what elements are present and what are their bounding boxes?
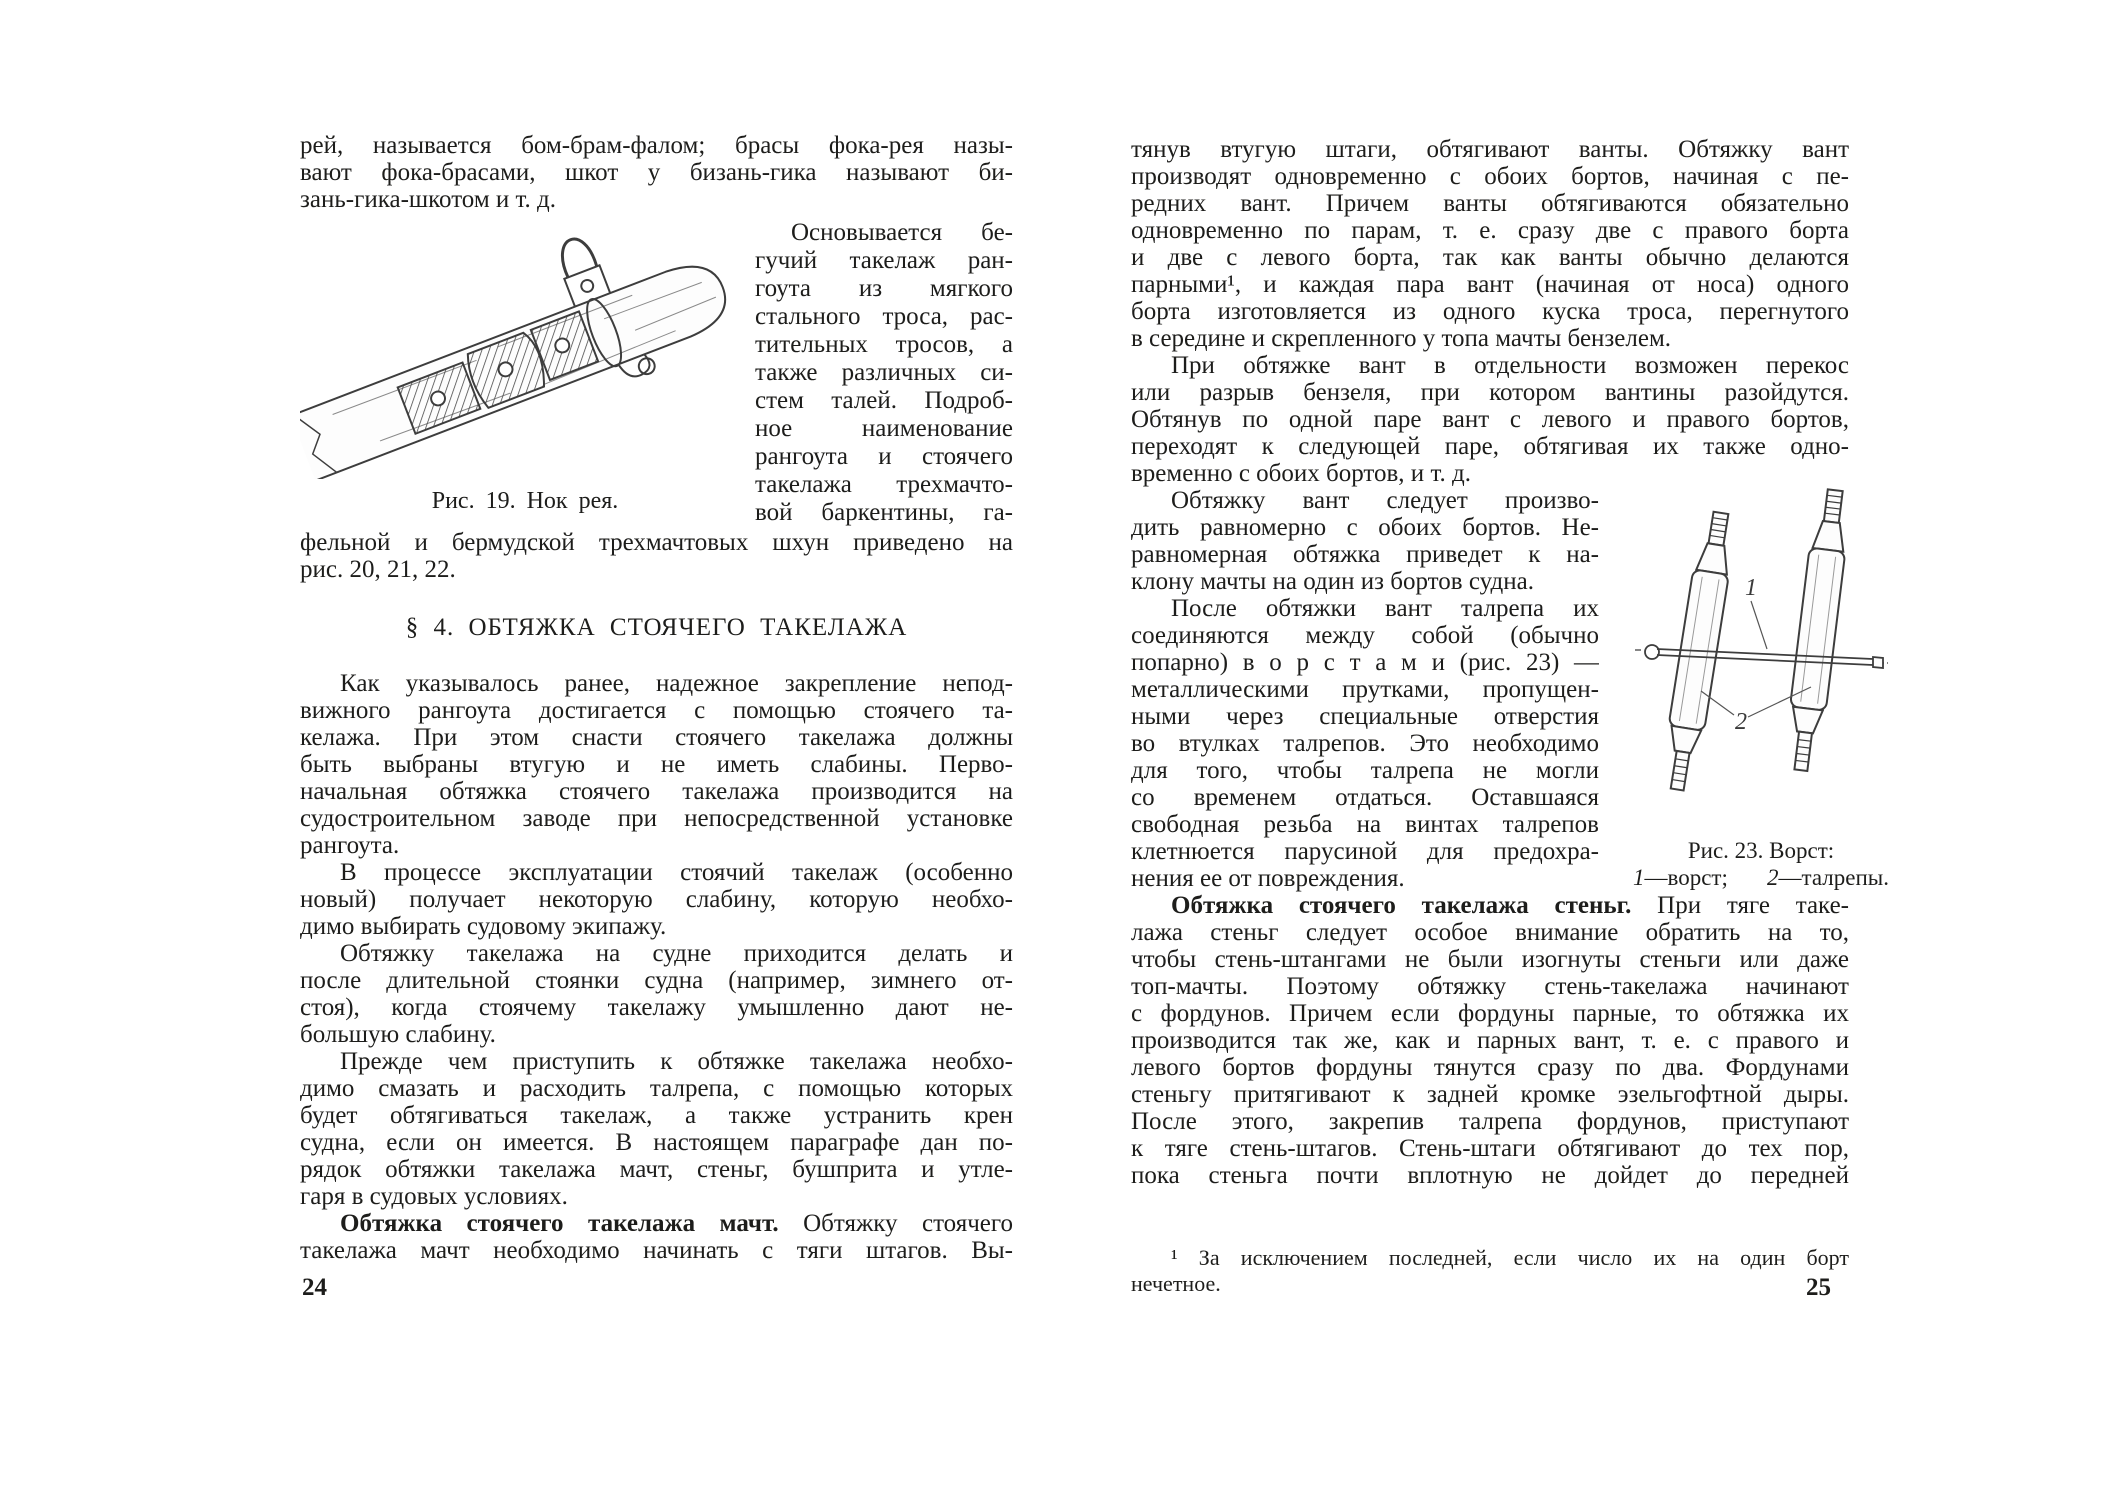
text-line: равномерная обтяжка приведет к на- bbox=[1131, 541, 1599, 568]
section-heading: § 4. ОБТЯЖКА СТОЯЧЕГО ТАКЕЛАЖА bbox=[405, 614, 908, 641]
text-line: после длительной стоянки судна (например, зимнего от- bbox=[300, 967, 1013, 994]
page-number-25: 25 bbox=[1806, 1274, 1831, 1301]
text-line: рангоута и стоячего bbox=[755, 443, 1013, 470]
text-line: такелажа мачт необходимо начинать с тяги штагов. Вы- bbox=[300, 1237, 1013, 1264]
page-number-24: 24 bbox=[302, 1274, 327, 1301]
paragraph bbox=[300, 670, 1013, 859]
figure-23-caption-legend bbox=[1633, 864, 1889, 891]
text-line: производится так же, как и парных вант, т. е. с правого и bbox=[1131, 1027, 1849, 1054]
text-line: Прежде чем приступить к обтяжке такелажа необхо- bbox=[340, 1048, 1013, 1075]
paragraph bbox=[300, 1210, 1013, 1264]
text-line: в середине и скрепленного у топа мачты бензелем. bbox=[1131, 325, 1672, 352]
text-line: димо выбирать судовому экипажу. bbox=[300, 913, 667, 940]
text-line: стем талей. Подроб- bbox=[755, 387, 1013, 414]
text-line: В процессе эксплуатации стоячий такелаж (особенно bbox=[340, 859, 1013, 886]
figure-19-wrap-text bbox=[755, 219, 1013, 527]
text-line: к тяге стень-штагов. Стень-штаги обтягивают до тех пор, bbox=[1131, 1135, 1849, 1162]
text-line: тительных тросов, а bbox=[755, 331, 1013, 358]
figure-23-label-vorst: 1 bbox=[1745, 575, 1757, 601]
figure-23-section bbox=[1131, 487, 1889, 892]
text-line: соединяются между собой (обычно bbox=[1131, 622, 1599, 649]
text-line: во втулках талрепов. Это необходимо bbox=[1131, 730, 1599, 757]
text-line: келажа. При этом снасти стоячего такелажа должны bbox=[300, 724, 1013, 751]
text-line: клону мачты на один из бортов судна. bbox=[1131, 568, 1534, 595]
text-line: ¹ За исключением последней, если число их на один борт bbox=[1171, 1245, 1849, 1270]
figure-19-block bbox=[300, 219, 1013, 529]
text-line: левого бортов фордуны тянутся сразу по два. Фордунами bbox=[1131, 1054, 1849, 1081]
text-line: рангоута. bbox=[300, 832, 400, 859]
text-line: производят одновременно с обоих бортов, начиная с пе- bbox=[1131, 163, 1849, 190]
continued-paragraph bbox=[300, 132, 1013, 213]
paragraph bbox=[1131, 595, 1599, 892]
text-line: фельной и бермудской трехмачтовых шхун приведено на bbox=[300, 529, 1013, 556]
text-line: гучий такелаж ран- bbox=[755, 247, 1013, 274]
text-line: стоя), когда стоячему такелажу умышленно дают не- bbox=[300, 994, 1013, 1021]
text-line: переходят к следующей паре, обтягивая их также одно- bbox=[1131, 433, 1849, 460]
paragraph bbox=[300, 1048, 1013, 1210]
text-line: чтобы стень-штангами не были изогнуты стеньги или даже bbox=[1131, 946, 1849, 973]
text-line: Обтяжка стоячего такелажа мачт. Обтяжку стоячего bbox=[340, 1210, 1013, 1237]
text-line: свободная резьба на винтах талрепов bbox=[1131, 811, 1599, 838]
text-line: начальная обтяжка стоячего такелажа производится на bbox=[300, 778, 1013, 805]
figure-19-caption: Рис. 19. Нок рея. bbox=[431, 488, 619, 514]
paragraph bbox=[1131, 352, 1849, 487]
text-line: новый) получает некоторую слабину, которую необхо- bbox=[300, 886, 1013, 913]
text-line: гоута из мягкого bbox=[755, 275, 1013, 302]
text-line: дить равномерно с обоих бортов. Не- bbox=[1131, 514, 1599, 541]
text-line: ное наименование bbox=[755, 415, 1013, 442]
continued-paragraph bbox=[1131, 136, 1849, 352]
text-line: парными¹, и каждая пара вант (начиная от носа) одного bbox=[1131, 271, 1849, 298]
text-line: лажа стеньг следует особое внимание обратить на то, bbox=[1131, 919, 1849, 946]
text-line: рис. 20, 21, 22. bbox=[300, 556, 456, 583]
text-line: со временем отдаться. Оставшаяся bbox=[1131, 784, 1599, 811]
text-line: вают фока-брасами, шкот у бизань-гика называют би- bbox=[300, 159, 1013, 186]
page-25-text-column bbox=[1131, 136, 1889, 1297]
text-line: или разрыв бензеля, при котором вантины разойдутся. bbox=[1131, 379, 1849, 406]
text-line: ными через специальные отверстия bbox=[1131, 703, 1599, 730]
paragraph bbox=[1131, 487, 1599, 595]
text-line: вой баркентины, га- bbox=[755, 499, 1013, 526]
text-line: зань-гика-шкотом и т. д. bbox=[300, 186, 557, 213]
figure-23-label-talreps: 2 bbox=[1735, 709, 1747, 735]
text-line: После этого, закрепив талрепа фордунов, приступают bbox=[1131, 1108, 1849, 1135]
figure-23-vorst-illustration bbox=[1633, 481, 1889, 833]
text-line: судостроительном заводе при непосредственной установке bbox=[300, 805, 1013, 832]
paragraph bbox=[300, 940, 1013, 1048]
text-line: рей, называется бом-брам-фалом; брасы фока-рея назы- bbox=[300, 132, 1013, 159]
text-line: Обтяжку вант следует произво- bbox=[1171, 487, 1599, 514]
text-line: для того, чтобы талрепа не могли bbox=[1131, 757, 1599, 784]
text-line: нения ее от повреждения. bbox=[1131, 865, 1405, 892]
figure-19-yard-arm-illustration bbox=[300, 223, 750, 479]
text-line: нечетное. bbox=[1131, 1271, 1221, 1296]
page-24-text-column bbox=[300, 132, 1013, 1264]
text-line: металлическими прутками, пропущен- bbox=[1131, 676, 1599, 703]
footnote bbox=[1131, 1245, 1849, 1297]
text-line: будет обтягиваться такелаж, а также устранить крен bbox=[300, 1102, 1013, 1129]
text-line: борта изготовляется из одного куска троса, перегнутого bbox=[1131, 298, 1849, 325]
text-line: стального троса, рас- bbox=[755, 303, 1013, 330]
text-line: Обтянув по одной паре вант с левого и правого бортов, bbox=[1131, 406, 1849, 433]
text-line: редних вант. Причем ванты обтягиваются обязательно bbox=[1131, 190, 1849, 217]
figure-23-caption bbox=[1633, 837, 1889, 891]
text-line: и две с левого борта, так как ванты обычно делаются bbox=[1131, 244, 1849, 271]
text-line: рядок обтяжки такелажа мачт, стеньг, бушприта и утле- bbox=[300, 1156, 1013, 1183]
text-line: Обтяжку такелажа на судне приходится делать и bbox=[340, 940, 1013, 967]
figure-23-caption-title: Рис. 23. Ворст: bbox=[1687, 838, 1835, 863]
text-line: стеньгу притягивают к задней кромке эзельгофтной дыры. bbox=[1131, 1081, 1849, 1108]
text-line: клетнюется парусиной для предохра- bbox=[1131, 838, 1599, 865]
text-line: При обтяжке вант в отдельности возможен перекос bbox=[1171, 352, 1849, 379]
text-line: Основывается бе- bbox=[791, 219, 1013, 246]
after-figure-paragraph bbox=[300, 529, 1013, 583]
text-line: пока стеньга почти вплотную не дойдет до передней bbox=[1131, 1162, 1849, 1189]
text-line: димо смазать и расходить талрепа, с помощью которых bbox=[300, 1075, 1013, 1102]
text-line: быть выбраны втугую и не иметь слабины. Перво- bbox=[300, 751, 1013, 778]
text-line: Как указывалось ранее, надежное закрепление непод- bbox=[340, 670, 1013, 697]
text-line: с фордунов. Причем если фордуны парные, то обтяжка их bbox=[1131, 1000, 1849, 1027]
text-line: судна, если он имеется. В настоящем параграфе дан по- bbox=[300, 1129, 1013, 1156]
figure-23 bbox=[1633, 481, 1889, 891]
text-line: одновременно по парам, т. е. сразу две с правого борта bbox=[1131, 217, 1849, 244]
yard-arm-drawing bbox=[300, 223, 750, 479]
text-line: большую слабину. bbox=[300, 1021, 496, 1048]
text-line: гаря в судовых условиях. bbox=[300, 1183, 568, 1210]
text-line: тянув втугую штаги, обтягивают ванты. Обтяжку вант bbox=[1131, 136, 1849, 163]
paragraph bbox=[300, 859, 1013, 940]
text-line: вижного рангоута достигается с помощью стоячего та- bbox=[300, 697, 1013, 724]
text-line: также различных си- bbox=[755, 359, 1013, 386]
text-line: 1—ворст; 2—талрепы. bbox=[1633, 865, 1889, 890]
text-line: такелажа трехмачто- bbox=[755, 471, 1013, 498]
text-line: После обтяжки вант талрепа их bbox=[1171, 595, 1599, 622]
text-line: временно с обоих бортов, и т. д. bbox=[1131, 460, 1471, 487]
text-line: Обтяжка стоячего такелажа стеньг. При тяге таке- bbox=[1171, 892, 1849, 919]
paragraph bbox=[1131, 892, 1849, 1189]
text-line: топ-мачты. Поэтому обтяжку стень-такелажа начинают bbox=[1131, 973, 1849, 1000]
text-line: попарно) в о р с т а м и (рис. 23) — bbox=[1131, 649, 1599, 676]
